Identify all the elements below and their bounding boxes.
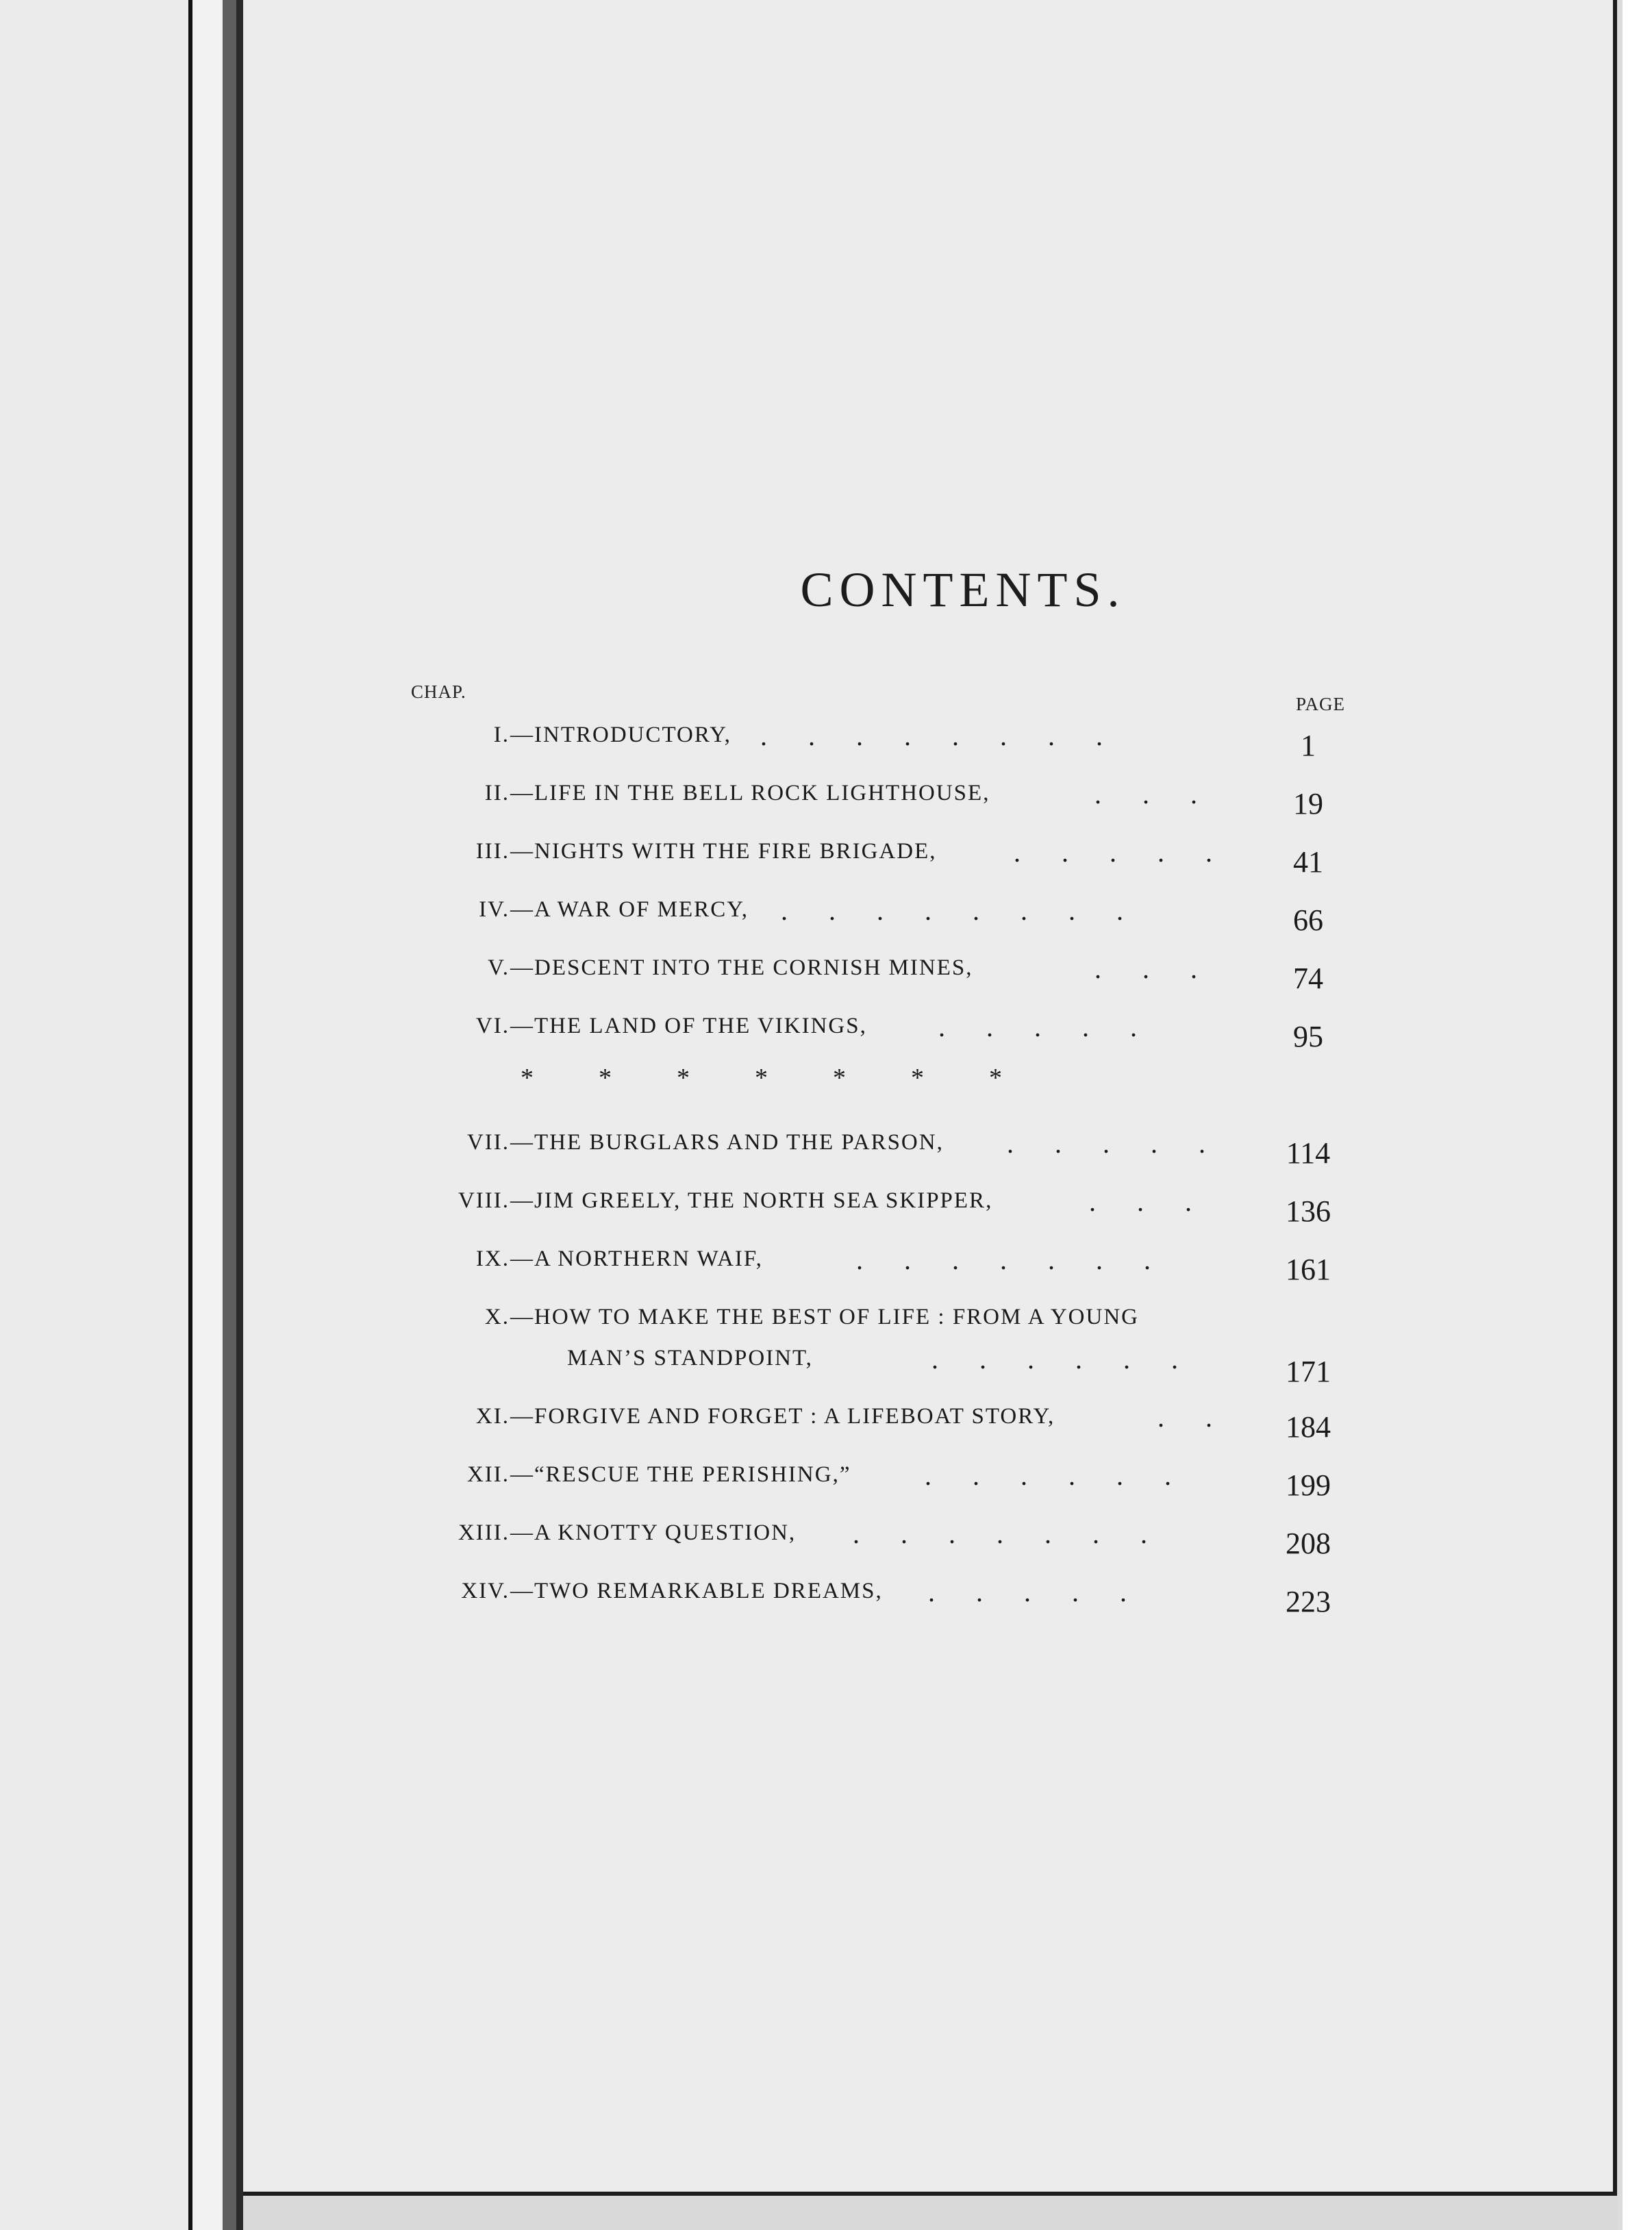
leader-dots: . . . (1094, 953, 1197, 984)
chapter-number: III. (475, 839, 510, 864)
facing-page-edge (0, 0, 188, 2230)
leader-dots: . . . . . . . . (760, 721, 1103, 751)
chapter-number: VIII. (458, 1188, 510, 1213)
chapter-number: IX. (475, 1246, 510, 1271)
chapter-number: XIV. (461, 1579, 510, 1603)
page-column-header: PAGE (1296, 694, 1346, 714)
page-number: 136 (1286, 1194, 1331, 1228)
toc-entry (0, 1462, 1652, 1503)
leader-dots: . . . . . (1014, 837, 1212, 868)
toc-entry (0, 955, 1652, 997)
page-number: 223 (1286, 1585, 1331, 1618)
page-title: CONTENTS. (800, 562, 1126, 617)
leader-dots: . . . . . (1007, 1128, 1205, 1159)
chapter-title: —INTRODUCTORY, (510, 723, 731, 747)
chapter-number: IV. (479, 897, 510, 922)
chapter-number: I. (493, 723, 510, 747)
chapter-title: —DESCENT INTO THE CORNISH MINES, (510, 955, 973, 980)
page-number: 114 (1286, 1136, 1331, 1170)
page-number: 74 (1293, 962, 1323, 995)
chapter-title: —A WAR OF MERCY, (510, 897, 749, 922)
leader-dots: . . . . . . (931, 1344, 1178, 1375)
leader-dots: . . . . . (928, 1577, 1127, 1607)
page-number: 184 (1286, 1410, 1331, 1444)
toc-entry (0, 1014, 1652, 1055)
chapter-number: X. (484, 1305, 510, 1329)
chapter-number: II. (484, 781, 510, 805)
chapter-title: —JIM GREELY, THE NORTH SEA SKIPPER, (510, 1188, 993, 1213)
page-number: 171 (1286, 1355, 1331, 1388)
chapter-number: VII. (466, 1130, 510, 1155)
gutter (192, 0, 223, 2230)
section-separator: * * * * * * * (521, 1064, 1002, 1092)
leader-dots: . . . (1089, 1186, 1192, 1217)
contents-page (243, 0, 1613, 2192)
page-number: 208 (1286, 1527, 1331, 1560)
toc-entry (0, 839, 1652, 880)
underlying-page-bottom (243, 2196, 1617, 2230)
toc-entry (0, 723, 1652, 764)
chapter-title: —TWO REMARKABLE DREAMS, (510, 1579, 883, 1603)
leader-dots: . . . . . . (925, 1460, 1171, 1491)
page-number: 19 (1293, 787, 1323, 820)
page-number: 161 (1286, 1253, 1331, 1286)
chapter-title: —A NORTHERN WAIF, (510, 1246, 763, 1271)
chapter-number: XI. (475, 1404, 510, 1429)
chapter-title: —HOW TO MAKE THE BEST OF LIFE : FROM A YOUNG (510, 1305, 1139, 1329)
chapter-column-header: CHAP. (411, 681, 466, 702)
leader-dots: . . . . . . . (856, 1244, 1151, 1275)
chapter-number: XII. (466, 1462, 510, 1487)
spine-shadow (236, 0, 243, 2230)
toc-entry (0, 1579, 1652, 1620)
underlying-page-edge (1617, 0, 1623, 2230)
chapter-title: —NIGHTS WITH THE FIRE BRIGADE, (510, 839, 937, 864)
toc-entry (0, 1305, 1652, 1388)
leader-dots: . . . . . (938, 1012, 1137, 1042)
toc-entry (0, 781, 1652, 822)
chapter-number: XIII. (458, 1520, 510, 1545)
chapter-number: VI. (475, 1014, 510, 1038)
chapter-title: —THE LAND OF THE VIKINGS, (510, 1014, 867, 1038)
chapter-title: —FORGIVE AND FORGET : A LIFEBOAT STORY, (510, 1404, 1055, 1429)
page-right-border (1613, 0, 1617, 2192)
leader-dots: . . (1157, 1402, 1212, 1433)
toc-entry (0, 1520, 1652, 1562)
leader-dots: . . . . . . . . (781, 895, 1123, 926)
toc-entry (0, 897, 1652, 938)
page-number: 1 (1301, 729, 1316, 762)
chapter-title: —THE BURGLARS AND THE PARSON, (510, 1130, 944, 1155)
leader-dots: . . . (1094, 779, 1197, 810)
toc-entry (0, 1246, 1652, 1288)
page-number: 199 (1286, 1468, 1331, 1502)
chapter-title-continued: MAN’S STANDPOINT, (567, 1346, 813, 1370)
book-spine (223, 0, 236, 2230)
toc-entry (0, 1188, 1652, 1229)
toc-entry (0, 1130, 1652, 1171)
chapter-number: V. (488, 955, 510, 980)
leader-dots: . . . . . . . (853, 1518, 1147, 1549)
page-number: 41 (1293, 845, 1323, 879)
page-number: 66 (1293, 903, 1323, 937)
chapter-title: —LIFE IN THE BELL ROCK LIGHTHOUSE, (510, 781, 990, 805)
chapter-title: —A KNOTTY QUESTION, (510, 1520, 797, 1545)
toc-entry (0, 1404, 1652, 1445)
chapter-title: —“RESCUE THE PERISHING,” (510, 1462, 851, 1487)
page-number: 95 (1293, 1020, 1323, 1053)
